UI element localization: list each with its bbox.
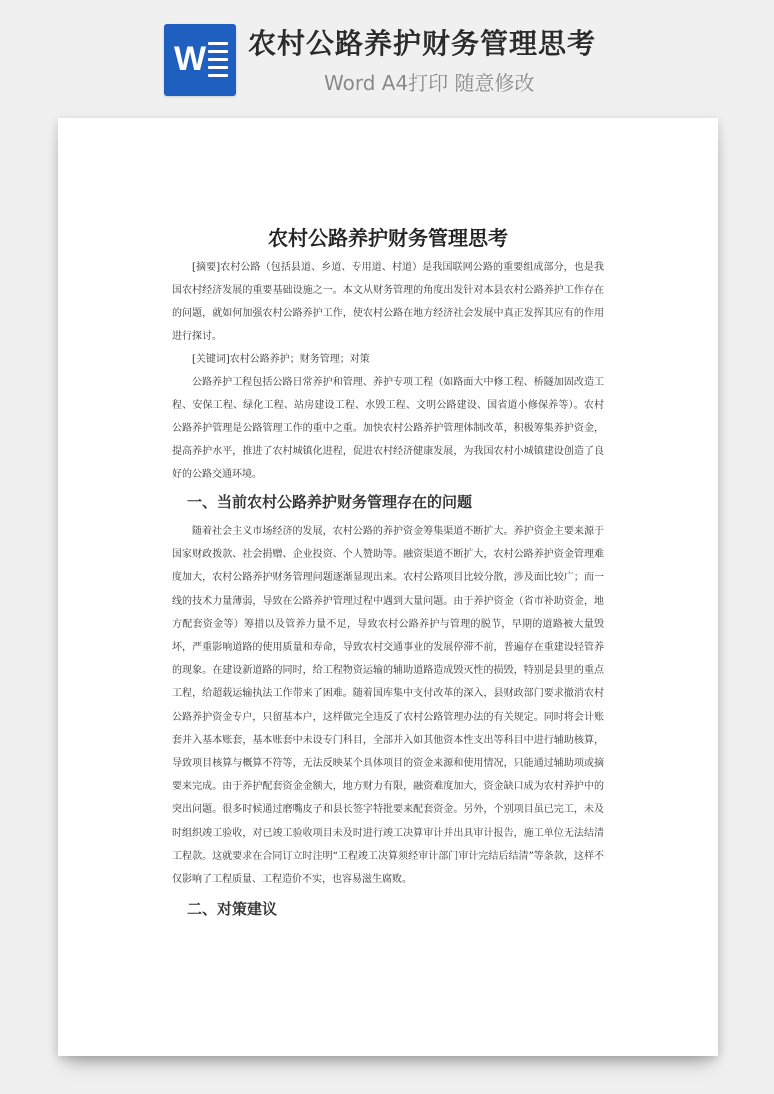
- section-1-paragraph: 随着社会主义市场经济的发展，农村公路的养护资金筹集渠道不断扩大。养护资金主要来源于国家财政拨款、社会捐赠、企业投资、个人赞助等。融资渠道不断扩大，农村公路养护资金管理难度加大，农村公路养护财务管理问题逐渐显现出来。农村公路项目比较分散，涉及面比较广；而一线的技术力量薄弱，导致在公路养护管理过程中遇到大量问题。由于养护资金（省市补助资金，地方配套资金等）筹措以及管养力量不足，导致农村公路养护与管理的脱节，早期的道路被大量毁坏，严重影响道路的使用质量和寿命，导致农村交通事业的发展停滞不前，普遍存在重建设轻管养的现象。在建设新道路的同时，给工程物资运输的辅助道路造成毁灭性的损毁，特别是县里的重点工程，给超载运输执法工作带来了困难。随着国库集中支付改革的深入，县财政部门要求撤消农村公路养护资金专户，只留基本户，这样做完全违反了农村公路管理办法的有关规定。同时将会计账套并入基本账套，基本账套中未设专门科目，全部并入如其他资本性支出等科目中进行辅助核算，导致项目核算与概算不符等，无法反映某个具体项目的资金来源和使用情况，只能通过辅助项或摘要来完成。由于养护配套资金金额大，地方财力有限，融资难度加大，资金缺口成为农村养护中的突出问题。很多时候通过磨嘴皮子和县长签字特批要来配套资金。另外，个别项目虽已完工，未及时组织竣工验收，对已竣工验收项目未及时进行竣工决算审计并出具审计报告，施工单位无法结清工程款。这就要求在合同订立时注明“工程竣工决算须经审计部门审计完结后结清”等条款，这样不仅影响了工程质量、工程造价不实，也容易滋生腐败。: [172, 526, 604, 886]
- header: [0, 0, 774, 112]
- document-page: [58, 118, 718, 1056]
- header-title: 农村公路养护财务管理思考: [248, 27, 597, 60]
- word-icon: [164, 24, 236, 96]
- header-subtitle: Word A4打印 随意修改: [324, 71, 535, 95]
- document-body: [172, 222, 604, 927]
- section-heading-2: 二、对策建议: [187, 900, 278, 919]
- abstract-paragraph: [摘要]农村公路（包括县道、乡道、专用道、村道）是我国联网公路的重要组成部分，也是我国农村经济发展的重要基础设施之一。本文从财务管理的角度出发针对本县农村公路养护工作存在的问题，就如何加强农村公路养护工作，使农村公路在地方经济社会发展中真正发挥其应有的作用进行探讨。: [172, 262, 604, 342]
- section-heading-1: 一、当前农村公路养护财务管理存在的问题: [187, 493, 473, 511]
- word-icon-lines: [208, 42, 228, 78]
- intro-paragraph: 公路养护工程包括公路日常养护和管理、养护专项工程（如路面大中修工程、桥隧加固改造工程、安保工程、绿化工程、站房建设工程、水毁工程、文明公路建设、国省道小修保养等）。农村公路养护管理是公路管理工作的重中之重。加快农村公路养护管理体制改革，积极筹集养护资金，提高养护水平，推进了农村城镇化进程，促进农村经济健康发展，为我国农村小城镇建设创造了良好的公路交通环境。: [172, 377, 604, 480]
- document-title: 农村公路养护财务管理思考: [268, 226, 508, 250]
- keywords-paragraph: [关键词]农村公路养护；财务管理；对策: [192, 354, 370, 365]
- word-icon-letter: W: [174, 40, 207, 78]
